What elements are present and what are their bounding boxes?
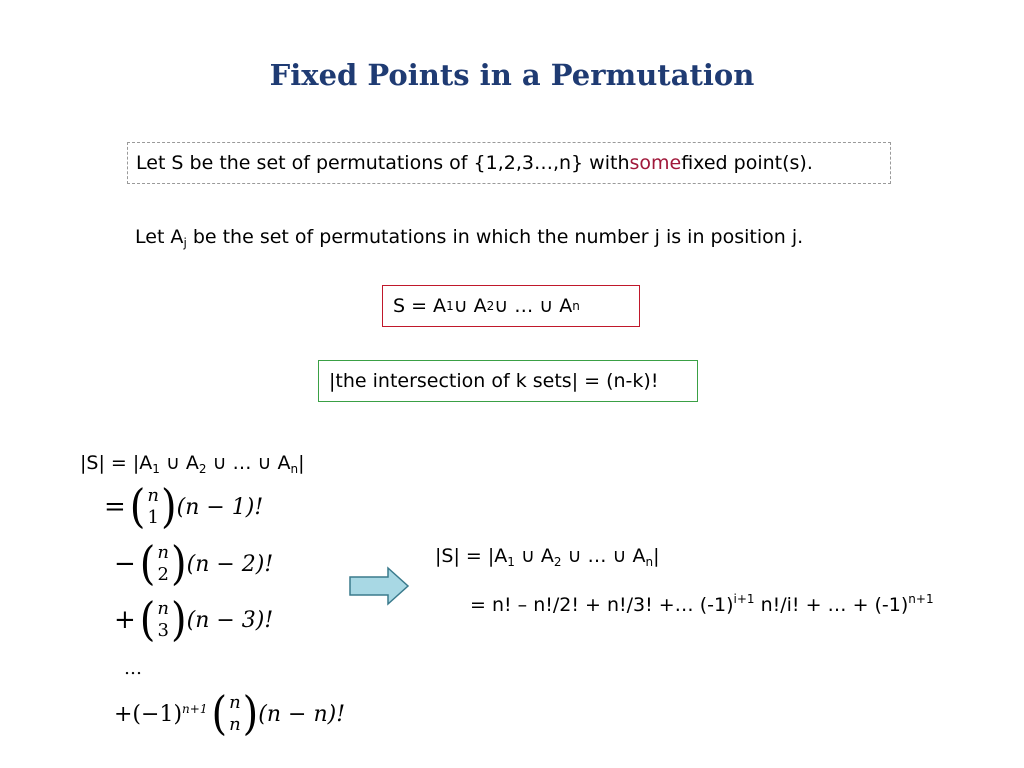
term-3-top: n: [157, 598, 169, 619]
union-subn: n: [572, 299, 580, 313]
right-sup2: n+1: [908, 592, 934, 606]
term-1-top: n: [147, 485, 159, 506]
term-last-sup: n+1: [182, 701, 208, 716]
term-3-binomial: ( n 3 ): [139, 593, 187, 647]
definition-box-S: [127, 142, 891, 184]
line1-prefix: Let S be the set of permutations of {1,2,3…,n} with: [136, 152, 630, 174]
union-sub1: 1: [446, 299, 454, 313]
term-last: [114, 687, 346, 741]
line1-highlight: some: [629, 152, 682, 174]
term-3-bottom: 3: [157, 620, 169, 641]
term-last-top: n: [229, 692, 241, 713]
term-last-op-text: +(−1): [114, 701, 183, 727]
left-subn: n: [290, 462, 299, 476]
right-sub2: 2: [553, 555, 562, 569]
term-2: [114, 537, 274, 591]
union-s: S = A: [393, 295, 447, 317]
left-c: ∪ … ∪ A: [206, 452, 291, 474]
right-c: ∪ … ∪ A: [561, 545, 646, 567]
definition-Aj: [135, 226, 803, 250]
left-sub1: 1: [152, 462, 160, 476]
term-2-bottom: 2: [157, 564, 169, 585]
left-sub2: 2: [198, 462, 207, 476]
right-line2-b: n!/i! + … + (-1): [754, 594, 909, 616]
line1-suffix: fixed point(s).: [681, 152, 813, 174]
term-2-binomial: ( n 2 ): [139, 537, 187, 591]
term-2-op: −: [114, 549, 136, 579]
right-line2-a: = n! – n!/2! + n!/3! +… (-1): [470, 594, 734, 616]
left-d: |: [298, 452, 305, 474]
line2-sub: j: [183, 236, 187, 250]
term-2-top: n: [157, 542, 169, 563]
term-2-tail: (n − 2)!: [186, 551, 274, 577]
term-3: [114, 593, 274, 647]
right-b: ∪ A: [514, 545, 554, 567]
union-u2: ∪ … ∪ A: [494, 295, 573, 317]
union-sub2: 2: [486, 299, 495, 313]
term-3-op: +: [114, 605, 136, 635]
right-arrow-icon: [348, 566, 410, 606]
term-last-op: [114, 702, 207, 727]
right-a: |S| = |A: [435, 545, 508, 567]
left-b: ∪ A: [159, 452, 199, 474]
right-sup1: i+1: [733, 592, 755, 606]
term-ellipsis: …: [124, 658, 142, 679]
term-1-binomial: ( n 1 ): [129, 480, 177, 534]
term-1-tail: (n − 1)!: [176, 494, 264, 520]
right-equation-expansion: [470, 592, 934, 616]
left-a: |S| = |A: [80, 452, 153, 474]
page-title: Fixed Points in a Permutation: [269, 58, 755, 92]
union-u1: ∪ A: [453, 295, 487, 317]
term-1-op: =: [104, 492, 126, 522]
term-1-bottom: 1: [147, 507, 159, 528]
line2-prefix: Let A: [135, 226, 184, 248]
term-last-binomial: ( n n ): [211, 687, 259, 741]
union-box: [382, 285, 640, 327]
right-equation-header: [435, 545, 660, 569]
term-1: [104, 480, 264, 534]
intersection-box: |the intersection of k sets| = (n-k)!: [318, 360, 698, 402]
line2-suffix: be the set of permutations in which the number j is in position j.: [186, 226, 804, 248]
arrow-shape: [350, 568, 408, 604]
term-3-tail: (n − 3)!: [186, 607, 274, 633]
right-sub1: 1: [507, 555, 515, 569]
right-d: |: [653, 545, 660, 567]
right-subn: n: [645, 555, 654, 569]
term-last-bottom: n: [229, 714, 241, 735]
left-equation-header: [80, 452, 305, 476]
term-last-tail: (n − n)!: [258, 701, 346, 727]
